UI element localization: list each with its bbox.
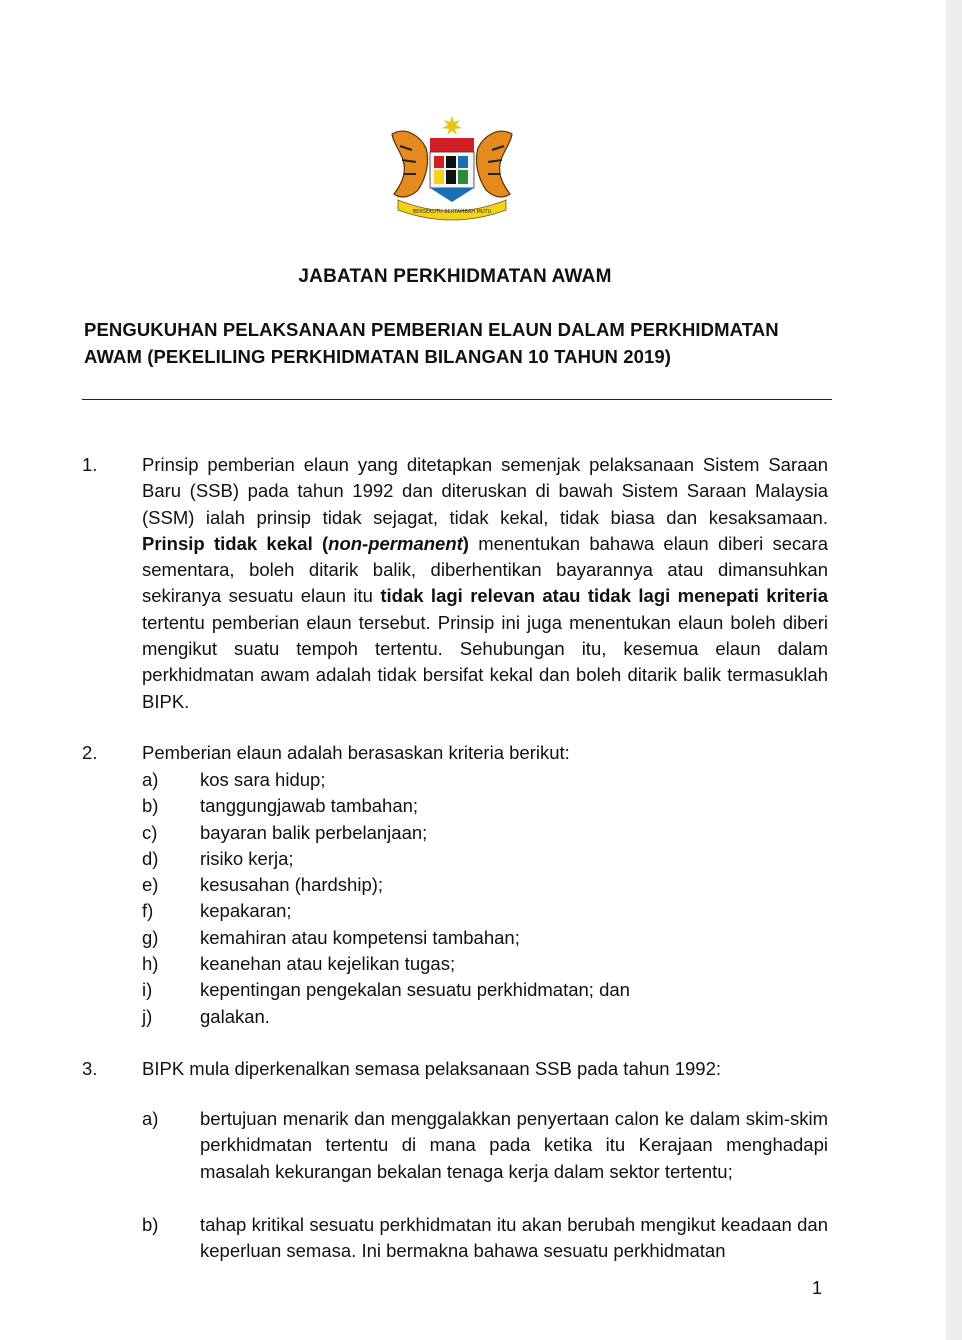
item-text: kos sara hidup; [200, 769, 326, 790]
item-text: risiko kerja; [200, 847, 294, 869]
page-number: 1 [812, 1278, 823, 1298]
item-letter: h) [142, 953, 159, 975]
list-item [142, 951, 832, 977]
item-letter: c) [142, 821, 158, 843]
document-title: PENGUKUHAN PELAKSANAAN PEMBERIAN ELAUN DALAM PERKHIDMATAN AWAM (PEKELILING PERKHIDMATAN BILANGAN 10 TAHUN 2019) [84, 319, 779, 367]
para1-bold-1: Prinsip tidak kekal ( [142, 532, 329, 554]
para1-text-2: menentukan bahawa elaun diberi secara sementara, boleh ditarik balik, diberhentikan bayarannya atau dimansuhkan sekiranya sesuatu elaun itu [142, 532, 828, 607]
list-item [142, 1004, 832, 1030]
item-text: keanehan atau kejelikan tugas; [200, 953, 456, 975]
list-item [142, 820, 832, 846]
para3-item-a-letter: a) [142, 1108, 159, 1129]
item-text: kemahiran atau kompetensi tambahan; [200, 926, 520, 948]
item-text: galakan. [200, 1005, 270, 1027]
item-text: tanggungjawab tambahan; [200, 795, 419, 817]
item-letter: a) [142, 769, 159, 790]
item-text: kepakaran; [200, 900, 292, 922]
criteria-list [142, 767, 832, 1030]
list-item [142, 872, 832, 898]
para1-text-3: tertentu pemberian elaun tersebut. Prinsip ini juga menentukan elaun boleh diberi mengikut suatu tempoh tertentu. Sehubungan itu, kesemua elaun dalam perkhidmatan awam adalah tidak bersifat kekal dan boleh ditarik balik termasuklah BIPK. [142, 611, 828, 712]
para1-number: 1. [82, 454, 98, 475]
item-letter: e) [142, 874, 159, 896]
para3-number: 3. [82, 1058, 98, 1079]
para2-number: 2. [82, 742, 98, 763]
para1-bold-3: tidak lagi relevan atau tidak lagi menepati kriteria [380, 585, 828, 607]
para3-item-b-letter: b) [142, 1214, 159, 1235]
list-item [142, 977, 832, 1003]
list-item [142, 925, 832, 951]
list-item [142, 767, 832, 793]
para1-text-1: Prinsip pemberian elaun yang ditetapkan semenjak pelaksanaan Sistem Saraan Baru (SSB) pada tahun 1992 dan diteruskan di bawah Sistem Saraan Malaysia (SSM) ialah prinsip tidak sejagat, tidak kekal, tidak biasa dan kesaksamaan. [142, 454, 828, 528]
item-letter: d) [142, 847, 159, 869]
coat-of-arms-icon [382, 116, 522, 224]
list-item [142, 793, 832, 819]
item-text: bayaran balik perbelanjaan; [200, 821, 428, 843]
item-letter: g) [142, 926, 159, 948]
item-text: kesusahan (hardship); [200, 874, 384, 896]
viewer-side-strip [946, 0, 962, 1340]
item-letter: i) [142, 979, 153, 1001]
para3-intro: BIPK mula diperkenalkan semasa pelaksanaan SSB pada tahun 1992: [142, 1058, 722, 1079]
item-letter: b) [142, 795, 159, 817]
department-heading: JABATAN PERKHIDMATAN AWAM [298, 266, 612, 287]
para3-item-a-text: bertujuan menarik dan menggalakkan penyertaan calon ke dalam skim-skim perkhidmatan tertentu di mana pada ketika itu Kerajaan menghadapi masalah kekurangan bekalan tenaga kerja dalam sektor tertentu; [200, 1108, 828, 1182]
para1-bold-italic: non-permanent [328, 532, 463, 554]
item-text: kepentingan pengekalan sesuatu perkhidmatan; dan [200, 979, 630, 1001]
title-divider [82, 399, 832, 400]
crest-motto: BERSEKUTU BERTAMBAH MUTU [412, 209, 492, 215]
para3-item-b-text: tahap kritikal sesuatu perkhidmatan itu akan berubah mengikut keadaan dan keperluan semasa. Ini bermakna bahawa sesuatu perkhidmatan [200, 1214, 828, 1262]
para1-body [142, 452, 828, 715]
list-item [142, 898, 832, 924]
para1-bold-2: ) [462, 532, 469, 554]
item-letter: f) [142, 900, 154, 922]
para2-intro: Pemberian elaun adalah berasaskan kriteria berikut: [142, 742, 570, 763]
item-letter: j) [142, 1005, 153, 1027]
list-item [142, 846, 832, 872]
